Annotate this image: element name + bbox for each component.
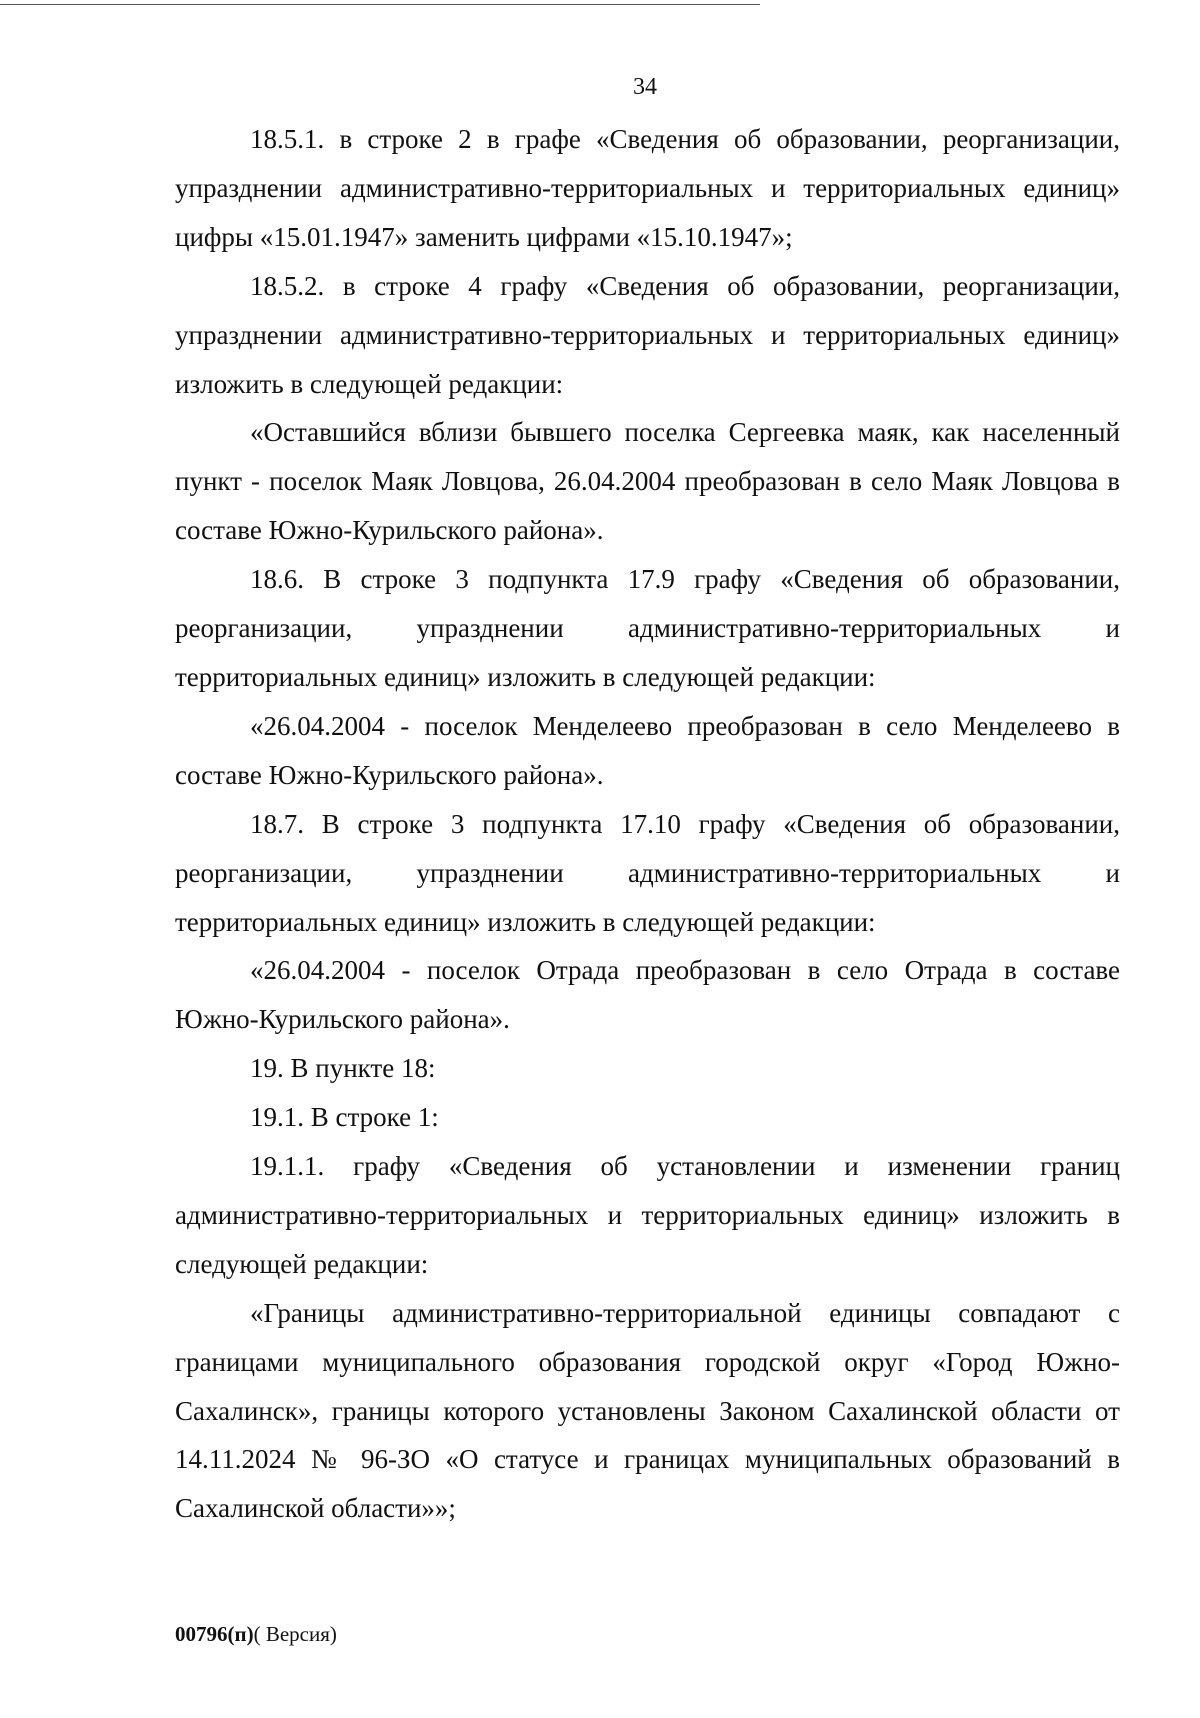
paragraph-19-1: 19.1. В строке 1:: [250, 1102, 439, 1133]
paragraph-18-7: 18.7. В строке 3 подпункта 17.10 графу «Сведения об образовании, реорганизации, упразднении административно-территориальных и территориальных единиц» изложить в следующей редакции:: [175, 808, 1120, 937]
paragraph-18-5-1: 18.5.1. в строке 2 в графе «Сведения об образовании, реорганизации, упразднении административно-территориальных и территориальных единиц» цифры «15.01.1947» заменить цифрами «15.10.1947»;: [175, 124, 1120, 252]
paragraph-19: 19. В пункте 18:: [250, 1053, 436, 1084]
quote-mendeleevo: «26.04.2004 - поселок Менделеево преобразован в село Менделеево в составе Южно-Курильского района».: [175, 710, 1120, 790]
quote-otrada: «26.04.2004 - поселок Отрада преобразован в село Отрада в составе Южно-Курильского района».: [175, 955, 1120, 1035]
paragraph-18-6: 18.6. В строке 3 подпункта 17.9 графу «Сведения об образовании, реорганизации, упразднении административно-территориальных и территориальных единиц» изложить в следующей редакции:: [175, 564, 1120, 692]
paragraph-18-5-2: 18.5.2. в строке 4 графу «Сведения об образовании, реорганизации, упразднении административно-территориальных и территориальных единиц» изложить в следующей редакции:: [175, 270, 1120, 399]
quote-borders: «Границы административно-территориальной единицы совпадают с границами муниципального образования городской округ «Город Южно-Сахалинск», границы которого установлены Законом Сахалинской области от 14.11.2024 № 96-ЗО «О статусе и границах муниципальных образований в Сахалинской области»»;: [175, 1297, 1120, 1524]
document-version: ( Версия): [253, 1622, 337, 1646]
document-footer: [175, 1622, 337, 1647]
document-code: 00796(п): [175, 1622, 254, 1646]
top-rule: [0, 4, 760, 5]
paragraph-19-1-1: 19.1.1. графу «Сведения об установлении и изменении границ административно-территориальных и территориальных единиц» изложить в следующей редакции:: [175, 1151, 1120, 1279]
page-number: 34: [633, 74, 657, 100]
quote-mayak-lovtsova: «Оставшийся вблизи бывшего поселка Сергеевка маяк, как населенный пункт - поселок Маяк Ловцова, 26.04.2004 преобразован в село Маяк Ловцова в составе Южно-Курильского района».: [175, 417, 1120, 546]
document-body: [175, 115, 1120, 1533]
